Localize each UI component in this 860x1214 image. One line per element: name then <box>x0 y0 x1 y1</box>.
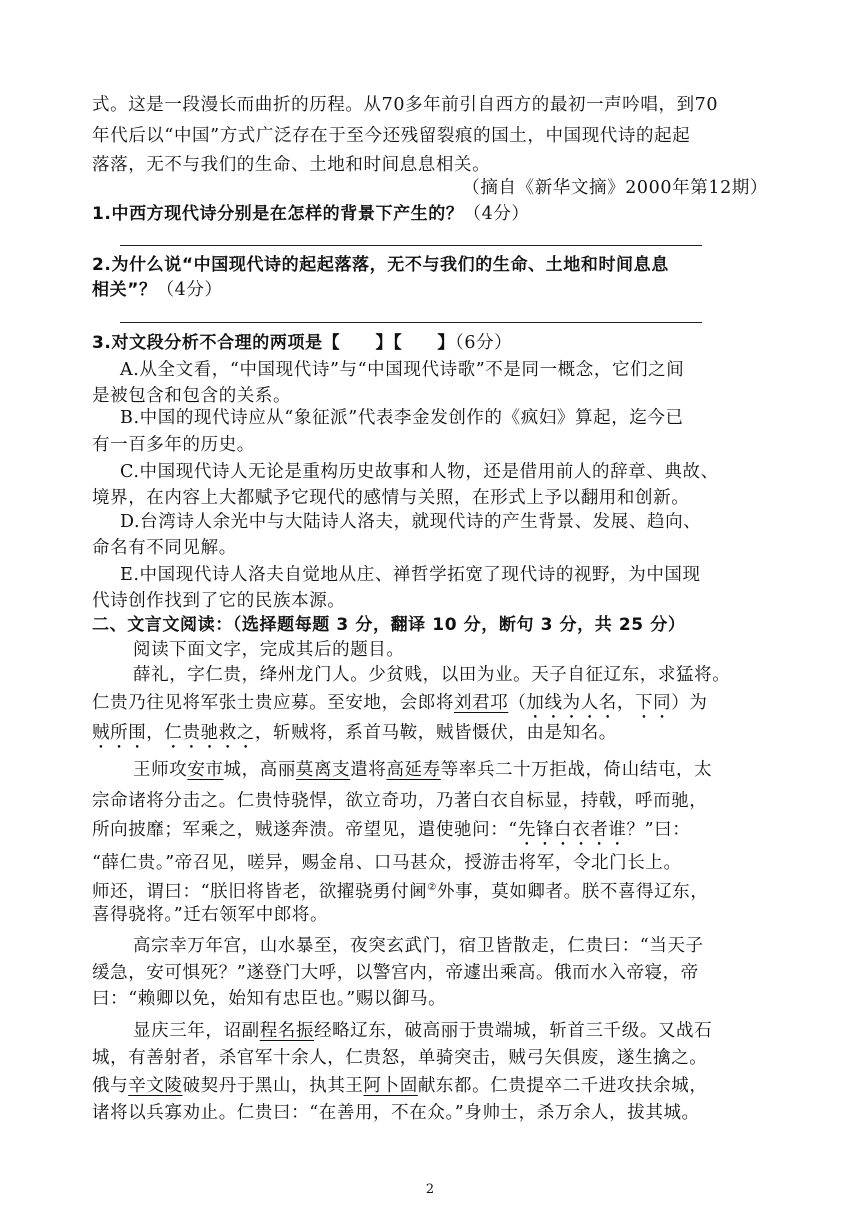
passage-source: （摘自《新华文摘》2000年第12期） <box>462 178 768 198</box>
person-name: 程名振 <box>259 1021 315 1041</box>
passage-line: 年代后以“中国”方式广泛存在于至今还残留裂痕的国土，中国现代诗的起起 <box>92 126 691 146</box>
text-segment: ”曰： <box>644 820 691 840</box>
text-segment: 遣将 <box>350 760 387 780</box>
classical-text-line <box>92 815 772 850</box>
dotted-phrase: 先锋白衣者谁？ <box>517 820 645 840</box>
text-segment: 仁贵乃往见将军张士贵应募。至安地，会郎将 <box>92 693 454 713</box>
question-1-score: （4分） <box>463 204 530 224</box>
classical-text-line: 诸将以兵寡劝止。仁贵曰：“在善用，不在众。”身帅士，杀万余人，拔其城。 <box>92 1103 700 1123</box>
text-segment: 师还，谓曰：“朕旧将皆老，欲擢骁勇付阃 <box>92 881 428 902</box>
option-d-line2: 命名有不同见解。 <box>92 538 237 558</box>
question-2-stem: 相关”？ <box>92 280 157 300</box>
text-segment: 显庆三年，诏副 <box>133 1021 260 1041</box>
footnote-marker: ② <box>427 882 437 893</box>
question-2-score: （4分） <box>156 280 223 300</box>
person-name: 莫离支 <box>295 760 351 780</box>
question-1 <box>92 199 772 229</box>
person-name: 辛文陵 <box>128 1076 183 1096</box>
classical-text-line <box>133 1016 813 1046</box>
question-3-score: （6分） <box>455 333 513 353</box>
text-segment: 破契丹于黑山，执其王 <box>182 1076 364 1096</box>
classical-text-line: 缓急，安可惧死？”遂登门大呼，以警宫内，帝遽出乘高。俄而水入帝寝，帝 <box>92 963 699 983</box>
classical-text-line: 曰：“赖卿以免，始知有忠臣也。”赐以御马。 <box>92 989 447 1009</box>
question-3 <box>92 328 772 358</box>
text-segment: 城，高丽 <box>223 760 296 780</box>
dotted-phrase: 贼所围，仁贵驰救之 <box>92 723 255 743</box>
page-number: 2 <box>425 1182 435 1197</box>
passage-line: 落落，无不与我们的生命、土地和时间息息相关。 <box>92 155 491 175</box>
classical-text-line <box>133 755 813 785</box>
question-2-line1: 2.为什么说“中国现代诗的起起落落，无不与我们的生命、土地和时间息息 <box>92 255 669 275</box>
person-name: 阿卜固 <box>363 1076 418 1096</box>
section-2-heading: 二、文言文阅读：（选择题每题 3 分，翻译 10 分，断句 3 分，共 25 分） <box>92 615 686 635</box>
classical-text-line: 喜得骁将。”迁右领军中郎将。 <box>92 905 329 925</box>
text-segment: 外事，莫如卿者。朕不喜得辽东， <box>436 881 709 902</box>
text-segment: 所向披靡；军乘之，贼遂奔溃。帝望见，遣使驰问：“ <box>92 820 518 840</box>
answer-line-1[interactable] <box>120 245 702 246</box>
option-a-line1: A.从全文看，“中国现代诗”与“中国现代诗歌”不是同一概念，它们之间 <box>120 360 685 380</box>
question-1-stem: 1.中西方现代诗分别是在怎样的背景下产生的？ <box>92 204 464 224</box>
text-segment: 经略辽东，破高丽于贵端城，斩首三千级。又战石 <box>314 1021 713 1041</box>
classical-text-line: “薛仁贵。”帝召见，嗟异，赐金帛、口马甚众，授游击将军，令北门长上。 <box>92 853 682 873</box>
text-segment: 等率兵二十万拒战，倚山结屯，太 <box>440 760 713 780</box>
text-segment: 王师攻 <box>133 760 188 780</box>
dotted-note: （加线为人名，下同） <box>508 693 690 713</box>
option-e-line2: 代诗创作找到了它的民族本源。 <box>92 591 346 611</box>
text-segment: 为 <box>689 693 708 713</box>
text-segment: ，斩贼将，系首马鞍，贼皆慑伏，由是知名。 <box>254 723 617 743</box>
classical-text-line <box>92 1071 772 1101</box>
classical-text-line: 宗命诸将分击之。仁贵恃骁悍，欲立奇功，乃著白衣自标显，持戟，呼而驰， <box>92 791 708 811</box>
question-2-line2 <box>92 275 772 305</box>
place-name: 安市 <box>187 760 224 780</box>
section-2-instruction: 阅读下面文字，完成其后的题目。 <box>133 640 405 660</box>
classical-text-line: 高宗幸万年宫，山水暴至，夜突玄武门，宿卫皆散走，仁贵曰：“当天子 <box>133 936 704 956</box>
text-segment: 献东都。仁贵提卒二千进攻扶余城， <box>417 1076 708 1096</box>
answer-line-2[interactable] <box>120 322 702 323</box>
person-name: 刘君邛 <box>454 693 509 713</box>
option-c-line1: C.中国现代诗人无论是重构历史故事和人物，还是借用前人的辞章、典故、 <box>120 462 719 482</box>
classical-text-line: 薛礼，字仁贵，绛州龙门人。少贫贱，以田为业。天子自征辽东，求猛将。 <box>133 665 731 685</box>
option-a-line2: 是被包含和包含的关系。 <box>92 386 292 406</box>
classical-text-line <box>92 718 772 753</box>
option-e-line1: E.中国现代诗人洛夫自觉地从庄、禅哲学拓宽了现代诗的视野，为中国现 <box>120 565 701 585</box>
option-c-line2: 境界，在内容上大都赋予它现代的感情与关照，在形式上予以翻用和创新。 <box>92 488 690 508</box>
option-d-line1: D.台湾诗人余光中与大陆诗人洛夫，就现代诗的产生背景、发展、趋向、 <box>120 512 702 532</box>
option-b-line1: B.中国的现代诗应从“象征派”代表李金发创作的《疯妇》算起，迄今已 <box>120 408 684 428</box>
person-name: 高延寿 <box>386 760 441 780</box>
classical-text-line: 城，有善射者，杀官军十余人，仁贵怒，单骑突击，贼弓矢俱废，遂生擒之。 <box>92 1048 708 1068</box>
passage-line: 式。这是一段漫长而曲折的历程。从70多年前引自西方的最初一声吟唱，到70 <box>92 95 719 115</box>
text-segment: 俄与 <box>92 1076 129 1096</box>
question-3-stem: 3.对文段分析不合理的两项是【 】【 】 <box>92 333 455 353</box>
option-b-line2: 有一百多年的历史。 <box>92 435 255 455</box>
